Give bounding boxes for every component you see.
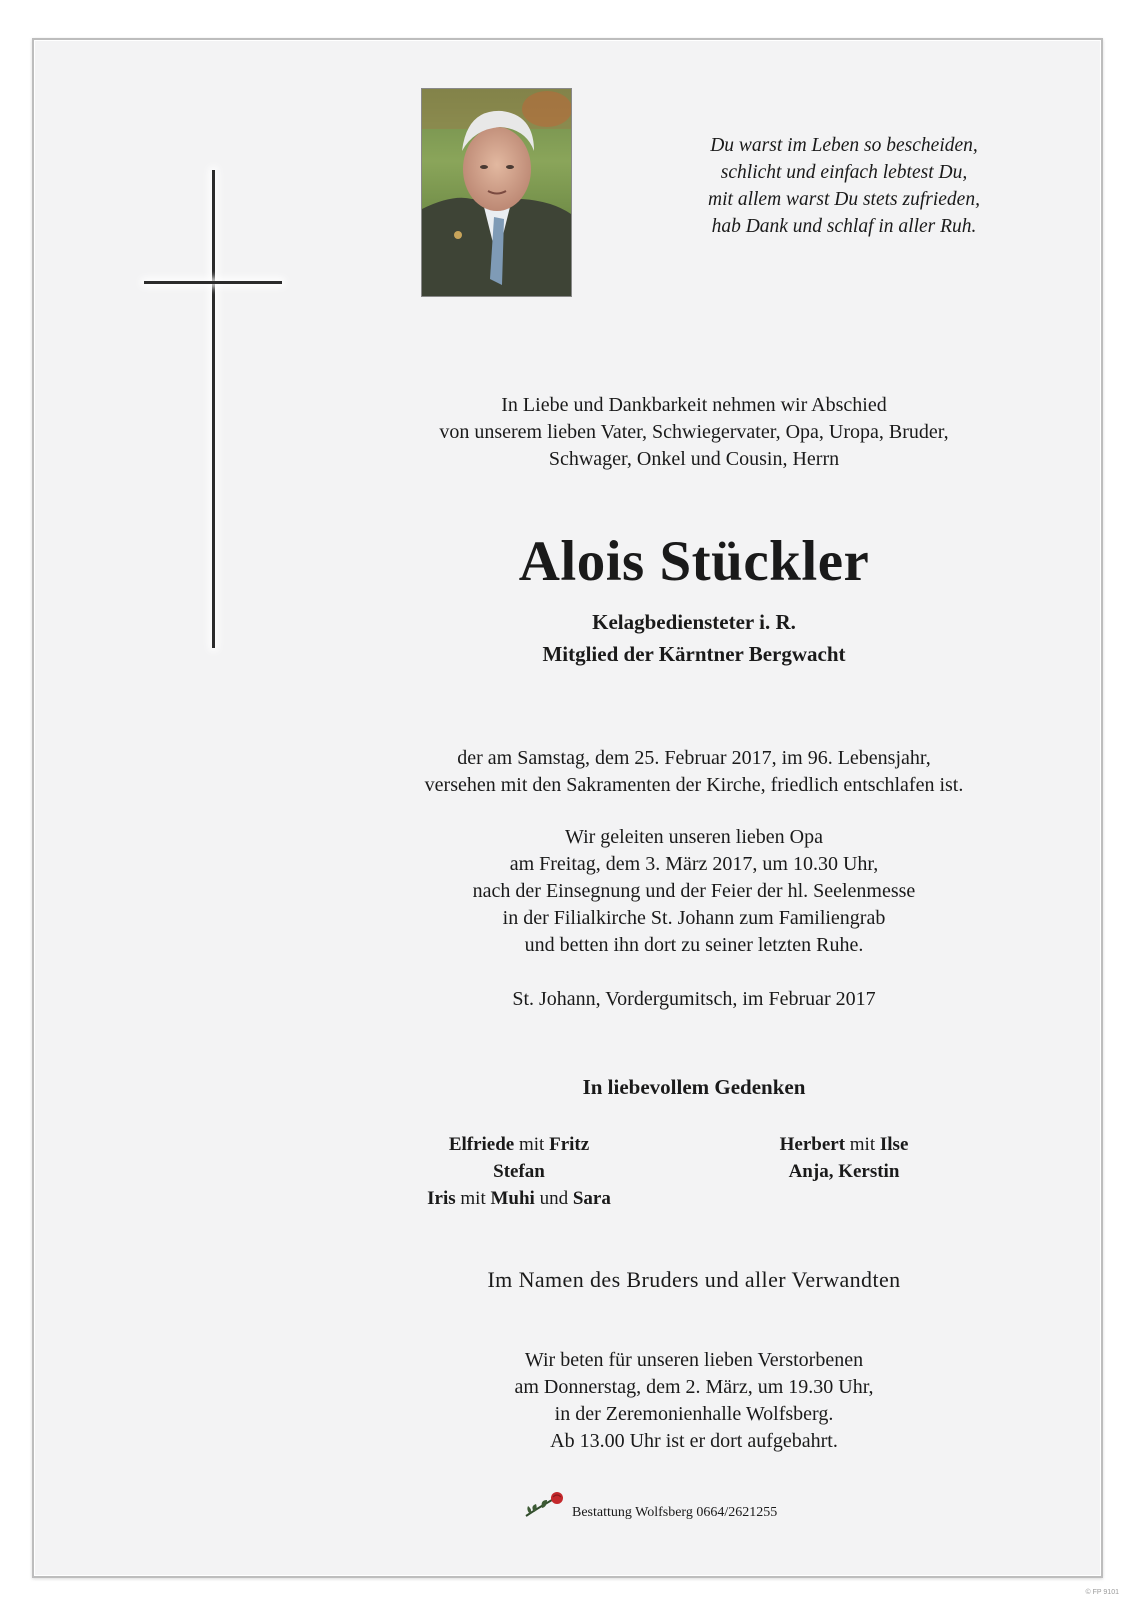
family-row [714,1131,974,1158]
intro-line: Schwager, Onkel und Cousin, Herrn [548,448,840,470]
death-line: der am Samstag, dem 25. Februar 2017, im 96. Lebensjahr, [457,747,931,769]
prayer-notice [344,1347,1044,1455]
poem-line: schlicht und einfach lebtest Du, [720,162,968,183]
prayer-line: Wir beten für unseren lieben Verstorbenen [524,1349,864,1371]
gedenken-heading: In liebevollem Gedenken [582,1075,806,1099]
cross-horizontal-bar [144,281,282,284]
portrait-photo [421,88,572,297]
poem-line: mit allem warst Du stets zufrieden, [708,189,980,210]
deceased-name: Alois Stückler [518,530,870,593]
funeral-home-footer [524,1490,844,1530]
funeral-line: nach der Einsegnung und der Feier der hl. Seelenmesse [472,880,916,902]
poem-line: Du warst im Leben so bescheiden, [710,135,978,156]
funeral-line: am Freitag, dem 3. März 2017, um 10.30 Uhr, [509,853,879,875]
family-member: Iris [427,1188,456,1209]
death-notice [344,745,1044,799]
death-line: versehen mit den Sakramenten der Kirche, friedlich entschlafen ist. [424,774,964,796]
place-date: St. Johann, Vordergumitsch, im Februar 2017 [512,988,876,1010]
rose-icon [524,1490,570,1520]
family-member: Elfriede [448,1134,515,1155]
family-member: Herbert [779,1134,846,1155]
connector: mit [849,1134,876,1155]
funeral-line: und betten ihn dort zu seiner letzten Ruhe. [524,934,864,956]
family-row [714,1158,974,1185]
family-member: Anja, Kerstin [788,1161,900,1182]
family-member: Fritz [549,1134,590,1155]
deceased-titles [344,606,1044,670]
connector: mit [460,1188,486,1209]
funeral-home-contact: Bestattung Wolfsberg 0664/2621255 [572,1505,778,1520]
cross-vertical-bar [212,170,215,648]
on-behalf-line: Im Namen des Bruders und aller Verwandten [487,1267,901,1292]
family-member: Ilse [879,1134,909,1155]
poem-line: hab Dank und schlaf in aller Ruh. [711,216,977,237]
funeral-line: Wir geleiten unseren lieben Opa [565,826,823,848]
family-row [394,1185,644,1212]
intro-text [344,392,1044,473]
intro-line: von unserem lieben Vater, Schwiegervater, Opa, Uropa, Bruder, [439,421,949,443]
funeral-notice [344,824,1044,959]
funeral-line: in der Filialkirche St. Johann zum Familiengrab [502,907,886,929]
family-member: Stefan [493,1161,545,1182]
family-member: Sara [572,1188,611,1209]
connector: mit [519,1134,545,1155]
family-list-right [714,1131,974,1185]
obituary-card [32,38,1103,1578]
memorial-poem [654,132,1034,240]
intro-line: In Liebe und Dankbarkeit nehmen wir Abschied [501,394,887,416]
prayer-line: Ab 13.00 Uhr ist er dort aufgebahrt. [550,1430,838,1452]
connector: und [539,1188,569,1209]
title-line: Mitglied der Kärntner Bergwacht [542,642,846,666]
family-row [394,1158,644,1185]
prayer-line: am Donnerstag, dem 2. März, um 19.30 Uhr, [514,1376,874,1398]
title-line: Kelagbediensteter i. R. [592,610,796,634]
family-row [394,1131,644,1158]
family-member: Muhi [490,1188,535,1209]
prayer-line: in der Zeremonienhalle Wolfsberg. [554,1403,834,1425]
family-list-left [394,1131,644,1212]
print-code: © FP 9101 [1085,1589,1119,1596]
